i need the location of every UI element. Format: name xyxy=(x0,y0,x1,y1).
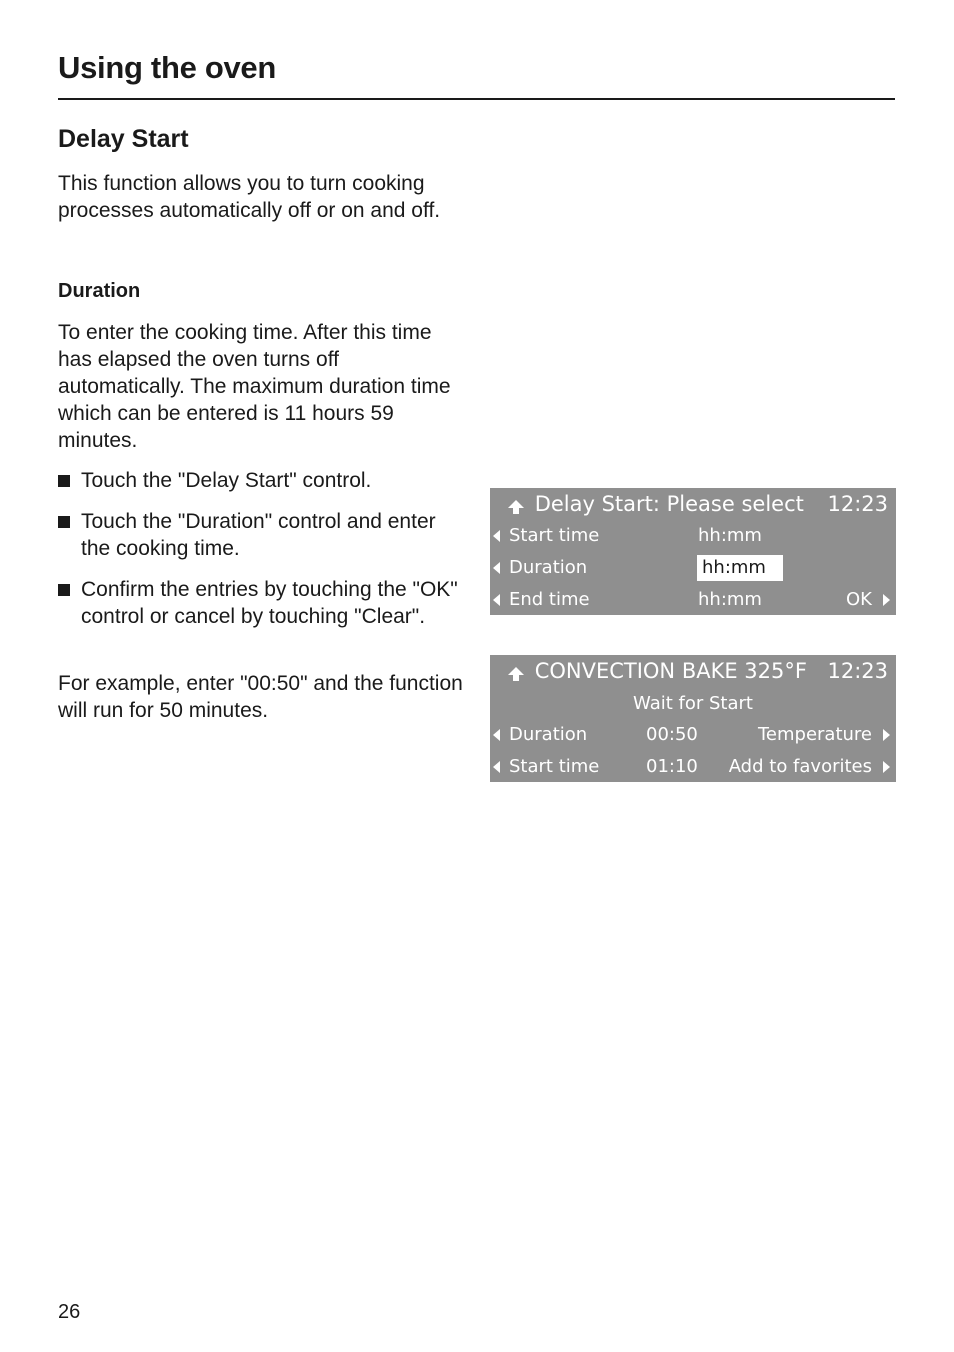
add-to-favorites-button[interactable]: Add to favorites xyxy=(728,756,872,777)
up-arrow-icon[interactable] xyxy=(508,667,524,675)
left-arrow-icon xyxy=(493,562,500,574)
right-arrow-icon xyxy=(883,594,890,606)
intro-paragraph: This function allows you to turn cooking processes automatically off or on and off. xyxy=(58,172,441,222)
display-title: CONVECTION BAKE 325°F xyxy=(534,659,807,683)
temperature-button[interactable]: Temperature xyxy=(757,724,872,745)
display-clock: 12:23 xyxy=(827,659,888,683)
square-bullet-icon xyxy=(58,516,70,528)
page-title: Using the oven xyxy=(58,50,276,85)
left-arrow-icon xyxy=(493,530,500,542)
row-value: 00:50 xyxy=(646,724,698,745)
display-row-start-time[interactable] xyxy=(490,752,896,782)
instruction-list xyxy=(58,467,468,644)
row-label: End time xyxy=(509,589,590,610)
instruction-step xyxy=(58,508,468,562)
convection-bake-display xyxy=(490,655,896,782)
instruction-step xyxy=(58,576,468,630)
row-label: Duration xyxy=(509,557,588,578)
display-status: Wait for Start xyxy=(633,693,753,714)
delay-start-display xyxy=(490,488,896,615)
row-value: hh:mm xyxy=(698,525,762,546)
right-arrow-icon xyxy=(883,761,890,773)
square-bullet-icon xyxy=(58,584,70,596)
right-arrow-icon xyxy=(883,729,890,741)
example-paragraph: For example, enter "00:50" and the function will run for 50 minutes. xyxy=(58,672,463,722)
display-row-duration[interactable] xyxy=(490,720,896,750)
instruction-text: Touch the "Delay Start" control. xyxy=(81,469,372,492)
display-row-start-time[interactable] xyxy=(490,521,896,551)
square-bullet-icon xyxy=(58,475,70,487)
left-arrow-icon xyxy=(493,594,500,606)
row-value: hh:mm xyxy=(698,589,762,610)
duration-input-field[interactable]: hh:mm xyxy=(697,555,783,581)
display-clock: 12:23 xyxy=(827,492,888,516)
subsection-title: Duration xyxy=(58,280,141,302)
instruction-step xyxy=(58,467,468,494)
left-arrow-icon xyxy=(493,761,500,773)
display-title: Delay Start: Please select xyxy=(534,492,804,516)
section-title: Delay Start xyxy=(58,125,189,153)
instruction-text: Confirm the entries by touching the "OK" control or cancel by touching "Clear". xyxy=(81,578,458,628)
up-arrow-icon[interactable] xyxy=(508,500,524,508)
display-row-end-time[interactable] xyxy=(490,585,896,615)
duration-description: To enter the cooking time. After this time has elapsed the oven turns off automatically. The maximum duration time which can be entered is 11 hours 59 minutes. xyxy=(58,321,451,452)
display-row-duration[interactable] xyxy=(490,553,896,583)
instruction-text: Touch the "Duration" control and enter the cooking time. xyxy=(81,510,436,560)
row-label: Start time xyxy=(509,756,600,777)
row-label: Duration xyxy=(509,724,588,745)
title-divider xyxy=(58,98,895,100)
left-arrow-icon xyxy=(493,729,500,741)
ok-button[interactable]: OK xyxy=(846,589,872,610)
row-label: Start time xyxy=(509,525,600,546)
row-value: 01:10 xyxy=(646,756,698,777)
page-number: 26 xyxy=(58,1301,81,1323)
